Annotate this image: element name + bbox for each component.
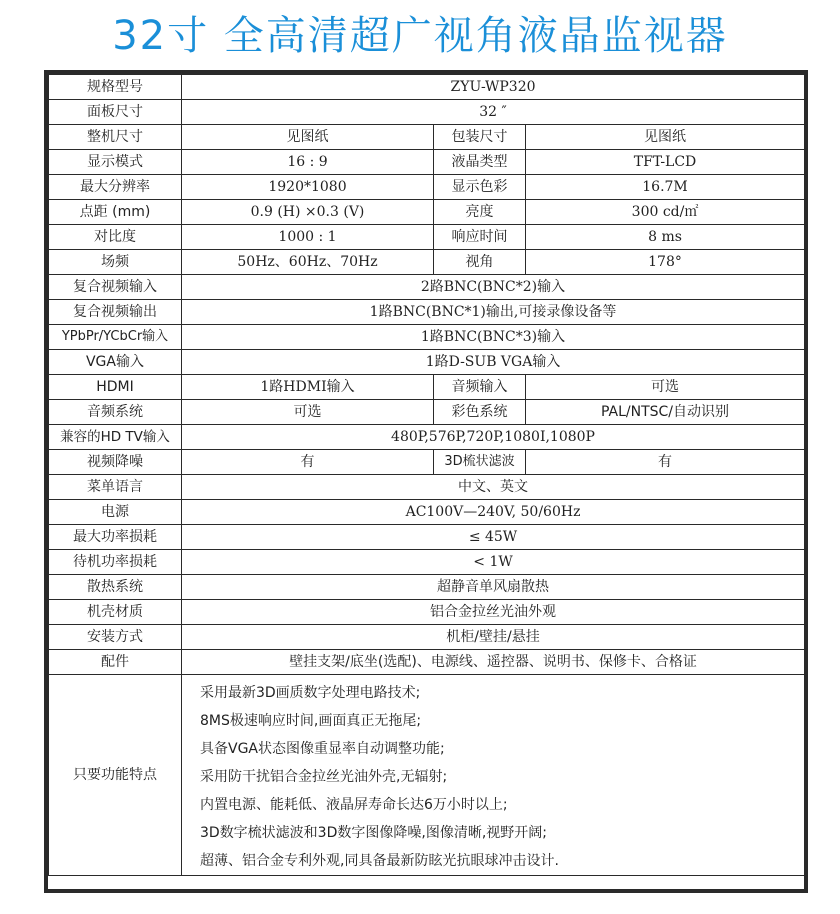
row-label-2: 视角 [434,250,526,275]
row-value: 1路BNC(BNC*3)输入 [182,325,805,350]
row-label: 点距 (mm) [49,200,182,225]
table-row [49,150,805,175]
features-cell [182,675,805,876]
row-value-2: 见图纸 [526,125,805,150]
row-label: HDMI [49,375,182,400]
row-label-2: 包装尺寸 [434,125,526,150]
table-row [49,350,805,375]
row-label-2: 响应时间 [434,225,526,250]
table-row [49,200,805,225]
row-value: 1000 : 1 [182,225,434,250]
feature-item: 具备VGA状态图像重显率自动调整功能; [200,741,445,757]
row-value: ≤ 45W [182,525,805,550]
row-value: 可选 [182,400,434,425]
row-value: AC100V—240V, 50/60Hz [182,500,805,525]
features-row [49,675,805,876]
table-row [49,425,805,450]
row-value: ZYU-WP320 [182,75,805,100]
row-value: 2路BNC(BNC*2)输入 [182,275,805,300]
table-row [49,625,805,650]
table-row [49,575,805,600]
row-value: 中文、英文 [182,475,805,500]
row-value: 1路BNC(BNC*1)输出,可接录像设备等 [182,300,805,325]
row-label: 电源 [49,500,182,525]
feature-item: 8MS极速响应时间,画面真正无拖尾; [200,713,422,729]
row-label: 复合视频输出 [49,300,182,325]
row-value: 0.9 (H) ×0.3 (V) [182,200,434,225]
row-label: 对比度 [49,225,182,250]
row-value: < 1W [182,550,805,575]
row-label: 散热系统 [49,575,182,600]
row-value: 铝合金拉丝光油外观 [182,600,805,625]
row-label-2: 3D梳状滤波 [434,450,526,475]
row-label: 视频降噪 [49,450,182,475]
table-row [49,400,805,425]
table-row [49,75,805,100]
row-value-2: 可选 [526,375,805,400]
table-row [49,325,805,350]
feature-item: 3D数字梳状滤波和3D数字图像降噪,图像清晰,视野开阔; [200,825,547,841]
row-label: 菜单语言 [49,475,182,500]
row-label: 整机尺寸 [49,125,182,150]
page-title: 32寸 全高清超广视角液晶监视器 [112,13,728,59]
row-value: 有 [182,450,434,475]
feature-item: 采用防干扰铝合金拉丝光油外壳,无辐射; [200,769,448,785]
row-label-2: 亮度 [434,200,526,225]
row-value-2: 有 [526,450,805,475]
table-row [49,550,805,575]
row-value: 1920*1080 [182,175,434,200]
row-value: 壁挂支架/底坐(选配)、电源线、遥控器、说明书、保修卡、合格证 [182,650,805,675]
row-value: 见图纸 [182,125,434,150]
row-value-2: 300 cd/㎡ [526,200,805,225]
table-row [49,600,805,625]
row-label: YPbPr/YCbCr输入 [49,325,182,350]
row-value: 50Hz、60Hz、70Hz [182,250,434,275]
table-row [49,100,805,125]
row-value-2: PAL/NTSC/自动识别 [526,400,805,425]
row-label: 待机功率损耗 [49,550,182,575]
row-label-2: 音频输入 [434,375,526,400]
row-label: VGA输入 [49,350,182,375]
row-label: 最大分辨率 [49,175,182,200]
table-row [49,375,805,400]
row-label-2: 液晶类型 [434,150,526,175]
row-value: 480P,576P,720P,1080I,1080P [182,425,805,450]
table-row [49,650,805,675]
row-value-2: 178° [526,250,805,275]
table-row [49,500,805,525]
row-value: 机柜/壁挂/悬挂 [182,625,805,650]
table-row [49,125,805,150]
row-value: 超静音单风扇散热 [182,575,805,600]
row-label-2: 显示色彩 [434,175,526,200]
spec-sheet [44,70,808,893]
row-value-2: 16.7M [526,175,805,200]
table-row [49,175,805,200]
row-label: 最大功率损耗 [49,525,182,550]
row-value-2: 8 ms [526,225,805,250]
row-value: 16 : 9 [182,150,434,175]
row-label: 规格型号 [49,75,182,100]
table-row [49,225,805,250]
spec-table [48,74,805,876]
row-label: 显示模式 [49,150,182,175]
row-label: 面板尺寸 [49,100,182,125]
row-label: 安装方式 [49,625,182,650]
features-list [182,675,804,875]
table-row [49,525,805,550]
feature-item: 内置电源、能耗低、液晶屏寿命长达6万小时以上; [200,797,508,813]
row-label: 音频系统 [49,400,182,425]
table-row [49,275,805,300]
row-value-2: TFT-LCD [526,150,805,175]
row-value: 1路HDMI输入 [182,375,434,400]
table-row [49,250,805,275]
table-row [49,450,805,475]
table-row [49,475,805,500]
table-row [49,300,805,325]
row-label-2: 彩色系统 [434,400,526,425]
row-value: 1路D-SUB VGA输入 [182,350,805,375]
row-label: 复合视频输入 [49,275,182,300]
row-label: 场频 [49,250,182,275]
features-label: 只要功能特点 [49,675,182,876]
row-label: 兼容的HD TV输入 [49,425,182,450]
row-label: 机壳材质 [49,600,182,625]
row-value: 32 ″ [182,100,805,125]
row-label: 配件 [49,650,182,675]
feature-item: 超薄、铝合金专利外观,同具备最新防眩光抗眼球冲击设计. [200,853,559,869]
feature-item: 采用最新3D画质数字处理电路技术; [200,685,421,701]
